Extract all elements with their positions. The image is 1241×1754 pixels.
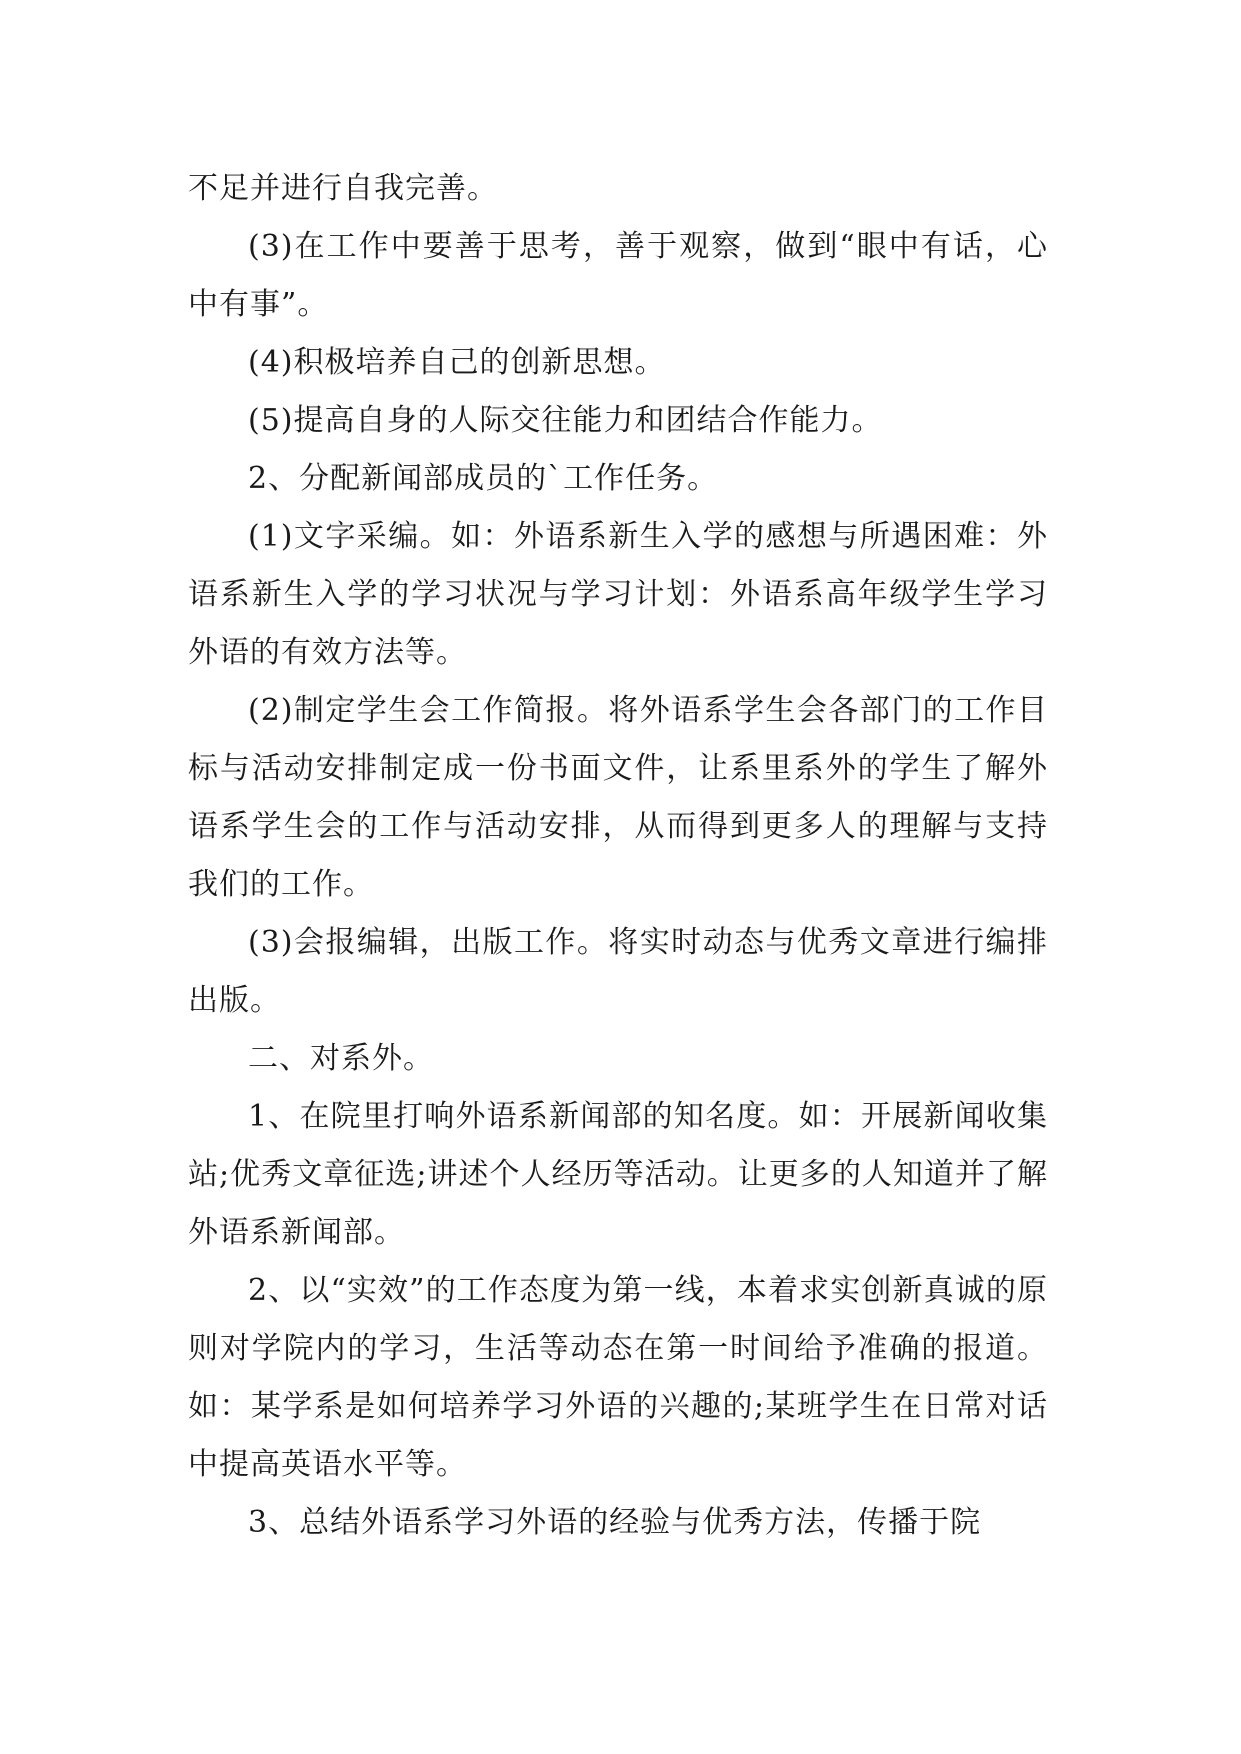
paragraph-8: (3)会报编辑，出版工作。将实时动态与优秀文章进行编排出版。: [188, 925, 1048, 1018]
paragraph-5: 2、分配新闻部成员的`工作任务。: [248, 461, 719, 496]
paragraph-3: (4)积极培养自己的创新思想。: [248, 345, 666, 380]
paragraph-11: 2、以“实效”的工作态度为第一线，本着求实创新真诚的原则对学院内的学习，生活等动态在第一时间给予准确的报道。如：某学系是如何培养学习外语的兴趣的;某班学生在日常对话中提高英语水平等。: [188, 1273, 1048, 1482]
paragraph-7: (2)制定学生会工作简报。将外语系学生会各部门的工作目标与活动安排制定成一份书面文件，让系里系外的学生了解外语系学生会的工作与活动安排，从而得到更多人的理解与支持我们的工作。: [188, 693, 1048, 902]
paragraph-1: 不足并进行自我完善。: [188, 171, 498, 206]
paragraph-12: 3、总结外语系学习外语的经验与优秀方法，传播于院: [248, 1505, 982, 1540]
paragraph-2: (3)在工作中要善于思考，善于观察，做到“眼中有话，心中有事”。: [188, 229, 1048, 322]
paragraph-4: (5)提高自身的人际交往能力和团结合作能力。: [248, 403, 883, 438]
document-body: [188, 160, 1048, 1552]
paragraph-10: 1、在院里打响外语系新闻部的知名度。如：开展新闻收集站;优秀文章征选;讲述个人经历等活动。让更多的人知道并了解外语系新闻部。: [188, 1099, 1048, 1250]
paragraph-9: 二、对系外。: [248, 1041, 434, 1076]
paragraph-6: (1)文字采编。如：外语系新生入学的感想与所遇困难：外语系新生入学的学习状况与学习计划：外语系高年级学生学习外语的有效方法等。: [188, 519, 1048, 670]
